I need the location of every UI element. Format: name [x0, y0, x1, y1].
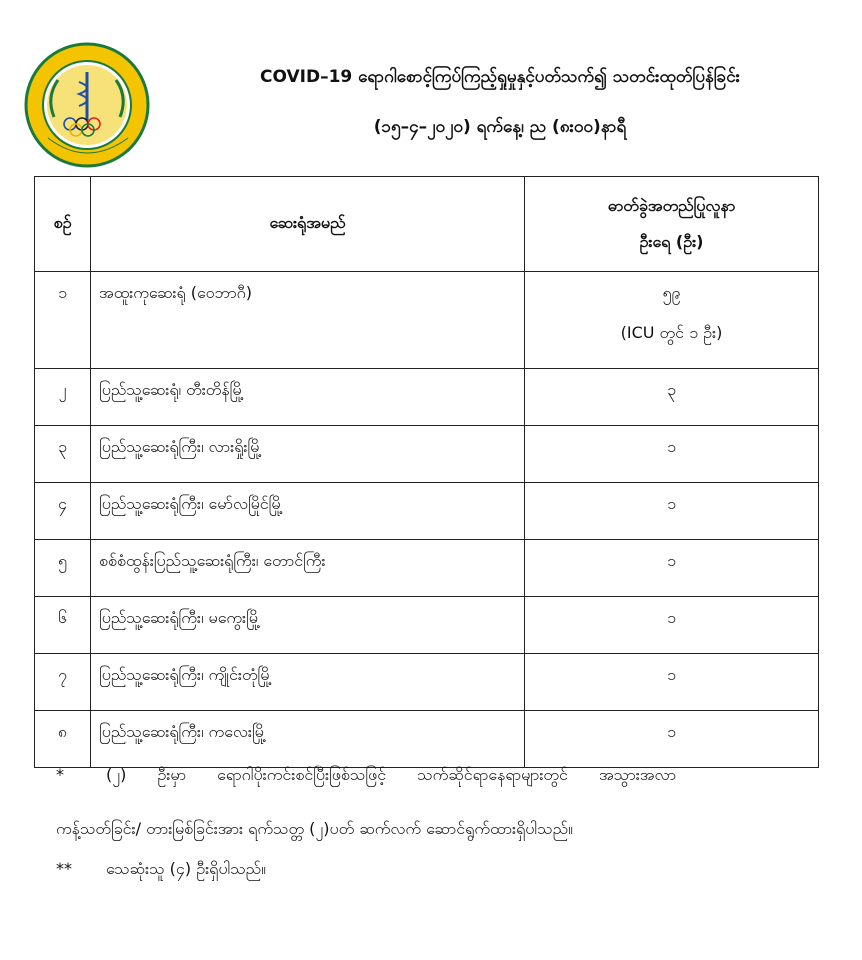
row-no: ၅ — [35, 540, 91, 597]
row-count-value: ၅၉ — [662, 283, 681, 302]
row-count-note: (ICU တွင် ၁ ဦး) — [620, 323, 723, 342]
row-hospital: ပြည်သူ့ဆေးရုံကြီး၊ ကျိုင်းတုံမြို့ — [91, 654, 525, 711]
row-count: ၁ — [525, 540, 819, 597]
footnote-1 — [56, 764, 826, 788]
row-count: ၁ — [525, 426, 819, 483]
document-title: COVID–19 ရောဂါစောင့်ကြပ်ကြည့်ရှုမှုနှင့်ပတ်သက်၍ သတင်းထုတ်ပြန်ခြင်း — [260, 67, 740, 87]
ministry-logo — [24, 42, 150, 168]
table-row — [35, 540, 819, 597]
footnote-1-mark: * — [56, 765, 64, 784]
row-no: ၄ — [35, 483, 91, 540]
row-hospital: အထူးကုဆေးရုံ (ဝေဘာဂီ) — [91, 272, 525, 369]
table-row — [35, 597, 819, 654]
row-count: ၃ — [525, 369, 819, 426]
row-hospital: ပြည်သူ့ဆေးရုံ၊ တီးတိန်မြို့ — [91, 369, 525, 426]
table-row — [35, 426, 819, 483]
header-hospital: ဆေးရုံအမည် — [91, 177, 525, 272]
footnote-2-mark: ** — [56, 859, 72, 878]
row-no: ၃ — [35, 426, 91, 483]
header-count — [525, 177, 819, 272]
row-hospital: စစ်စံထွန်းပြည်သူ့ဆေးရုံကြီး၊ တောင်ကြီး — [91, 540, 525, 597]
row-no: ၈ — [35, 711, 91, 768]
footnote-2 — [56, 858, 266, 882]
table-header-row — [35, 177, 819, 272]
table-row — [35, 483, 819, 540]
row-hospital: ပြည်သူ့ဆေးရုံကြီး၊ မော်လမြိုင်မြို့ — [91, 483, 525, 540]
row-count: ၁ — [525, 483, 819, 540]
row-no: ၆ — [35, 597, 91, 654]
table-row — [35, 272, 819, 369]
row-count: ၁ — [525, 711, 819, 768]
row-hospital: ပြည်သူ့ဆေးရုံကြီး၊ လားရှိုးမြို့ — [91, 426, 525, 483]
row-no: ၇ — [35, 654, 91, 711]
footnote-1-line2: ကန့်သတ်ခြင်း/ တားမြစ်ခြင်းအား ရက်သတ္တ (၂)ပတ် ဆက်လက် ဆောင်ရွက်ထားရှိပါသည်။ — [56, 819, 573, 838]
row-no: ၂ — [35, 369, 91, 426]
row-count: ၁ — [525, 597, 819, 654]
date-line: (၁၅–၄–၂၀၂၀) ရက်နေ့၊ ည (၈း၀၀)နာရီ — [373, 117, 627, 137]
row-no: ၁ — [35, 272, 91, 369]
header-no: စဉ် — [35, 177, 91, 272]
header-count-line1: ဓာတ်ခွဲအတည်ပြုလူနာ — [607, 196, 736, 215]
table-row — [35, 369, 819, 426]
footnote-1-line1: (၂) ဦးမှာ ရောဂါပိုးကင်းစင်ပြီးဖြစ်သဖြင့် သက်ဆိုင်ရာနေရာများတွင် အသွားအလာ — [106, 765, 677, 784]
table-row — [35, 711, 819, 768]
row-count — [525, 272, 819, 369]
hospital-table — [34, 176, 819, 768]
header-count-line2: ဦးရေ (ဦး) — [639, 232, 704, 251]
row-count: ၁ — [525, 654, 819, 711]
row-hospital: ပြည်သူ့ဆေးရုံကြီး၊ ကလေးမြို့ — [91, 711, 525, 768]
row-hospital: ပြည်သူ့ဆေးရုံကြီး၊ မကွေးမြို့ — [91, 597, 525, 654]
table-row — [35, 654, 819, 711]
footnote-2-text: သေဆုံးသူ (၄) ဦးရှိပါသည်။ — [106, 859, 266, 878]
